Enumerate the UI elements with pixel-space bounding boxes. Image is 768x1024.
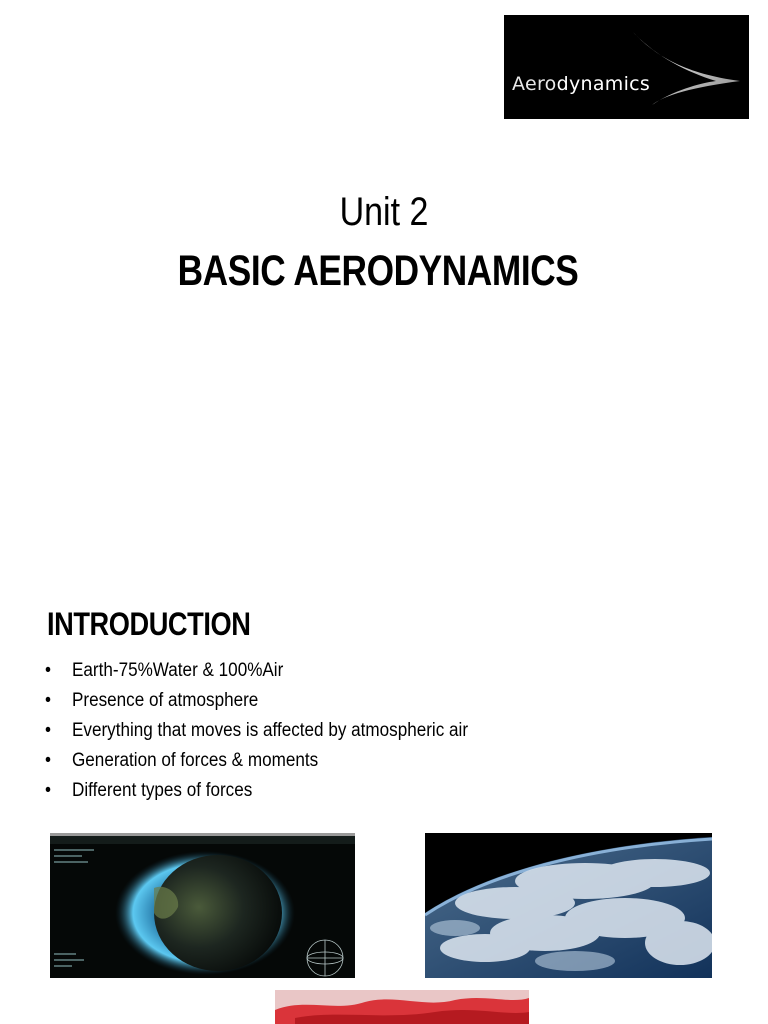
list-item	[45, 776, 468, 806]
cropped-image	[275, 990, 529, 1024]
bullet-dot: •	[45, 720, 51, 741]
bullet-dot: •	[45, 780, 51, 801]
bullet-text: Different types of forces	[72, 780, 253, 801]
logo-wordmark	[512, 73, 650, 95]
bullet-text: Everything that moves is affected by atmospheric air	[72, 720, 469, 741]
bullet-dot: •	[45, 750, 51, 771]
intro-heading: INTRODUCTION	[47, 606, 251, 642]
bullet-text: Earth-75%Water & 100%Air	[72, 660, 284, 681]
earth-orbit-image	[425, 833, 712, 978]
atmosphere-image	[50, 833, 355, 978]
logo-text-plain: Aero	[512, 73, 557, 95]
main-title: BASIC AERODYNAMICS	[177, 247, 579, 295]
bullet-text: Presence of atmosphere	[72, 690, 259, 711]
unit-title: Unit 2	[339, 190, 429, 234]
bullet-text: Generation of forces & moments	[72, 750, 319, 771]
swoosh-icon	[504, 15, 749, 119]
bullet-dot: •	[45, 690, 51, 711]
list-item	[45, 686, 468, 716]
aerodynamics-logo	[504, 15, 749, 119]
list-item	[45, 746, 468, 776]
logo-text-bold: dynamics	[556, 73, 651, 95]
list-item	[45, 656, 468, 686]
bullet-list	[45, 656, 515, 806]
list-item	[45, 716, 468, 746]
bullet-dot: •	[45, 660, 51, 681]
